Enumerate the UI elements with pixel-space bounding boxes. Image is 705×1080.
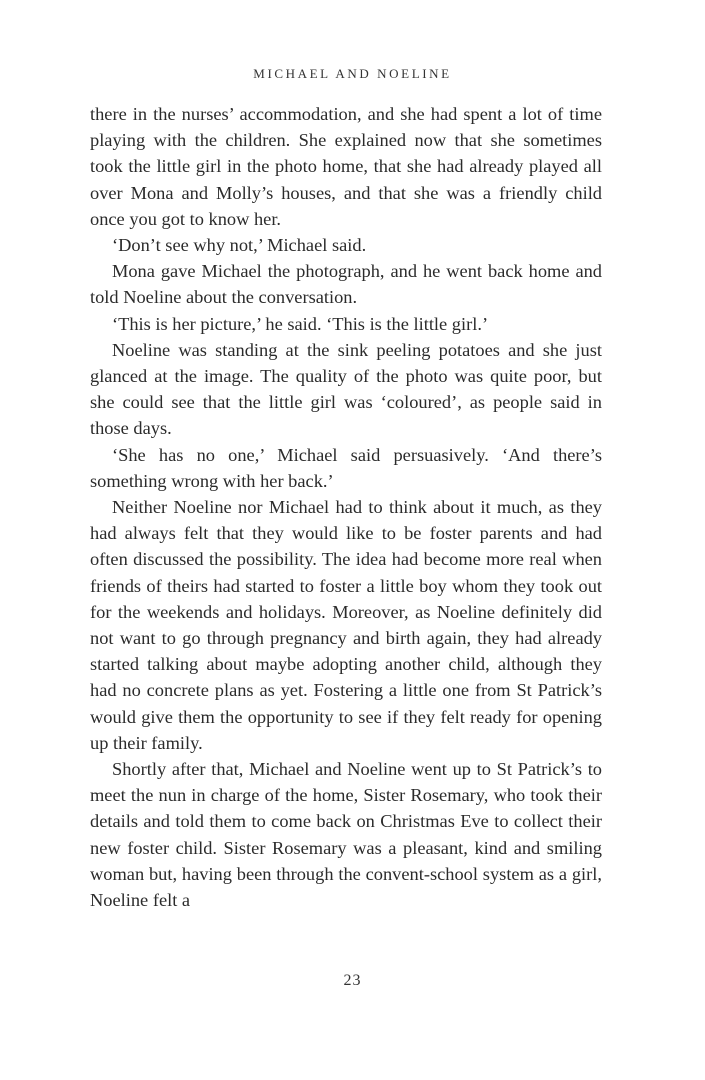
- paragraph: ‘Don’t see why not,’ Michael said.: [112, 235, 367, 256]
- paragraph: ‘This is her picture,’ he said. ‘This is the little girl.’: [112, 313, 489, 334]
- running-head: MICHAEL AND NOELINE: [253, 66, 452, 81]
- paragraph: Mona gave Michael the photograph, and he went back home and told Noeline about the conversation.: [90, 261, 602, 308]
- paragraph: Shortly after that, Michael and Noeline went up to St Patrick’s to meet the nun in charge of the home, Sister Rosemary, who took their details and told them to come back on Christmas Eve to collect their new foster child. Sister Rosemary was a pleasant, kind and smiling woman but, having been through the convent-school system as a girl, Noeline felt a: [90, 759, 602, 911]
- paragraph: Neither Noeline nor Michael had to think about it much, as they had always felt that they would like to be foster parents and had often discussed the possibility. The idea had become more real when friends of theirs had started to foster a little boy whom they took out for the weekends and holidays. Moreover, as Noeline definitely did not want to go through pregnancy and birth again, they had already started talking about maybe adopting another child, although they had no concrete plans as yet. Fostering a little one from St Patrick’s would give them the opportunity to see if they felt ready for opening up their family.: [90, 497, 602, 753]
- paragraph: ‘She has no one,’ Michael said persuasively. ‘And there’s something wrong with her back.’: [90, 444, 602, 491]
- body-text: [90, 101, 602, 913]
- paragraph: there in the nurses’ accommodation, and she had spent a lot of time playing with the children. She explained now that she sometimes took the little girl in the photo home, that she had already played all over Mona and Molly’s houses, and that she was a friendly child once you got to know her.: [90, 104, 602, 229]
- paragraph: Noeline was standing at the sink peeling potatoes and she just glanced at the image. The quality of the photo was quite poor, but she could see that the little girl was ‘coloured’, as people said in those days.: [90, 339, 602, 439]
- page-number: 23: [343, 972, 362, 989]
